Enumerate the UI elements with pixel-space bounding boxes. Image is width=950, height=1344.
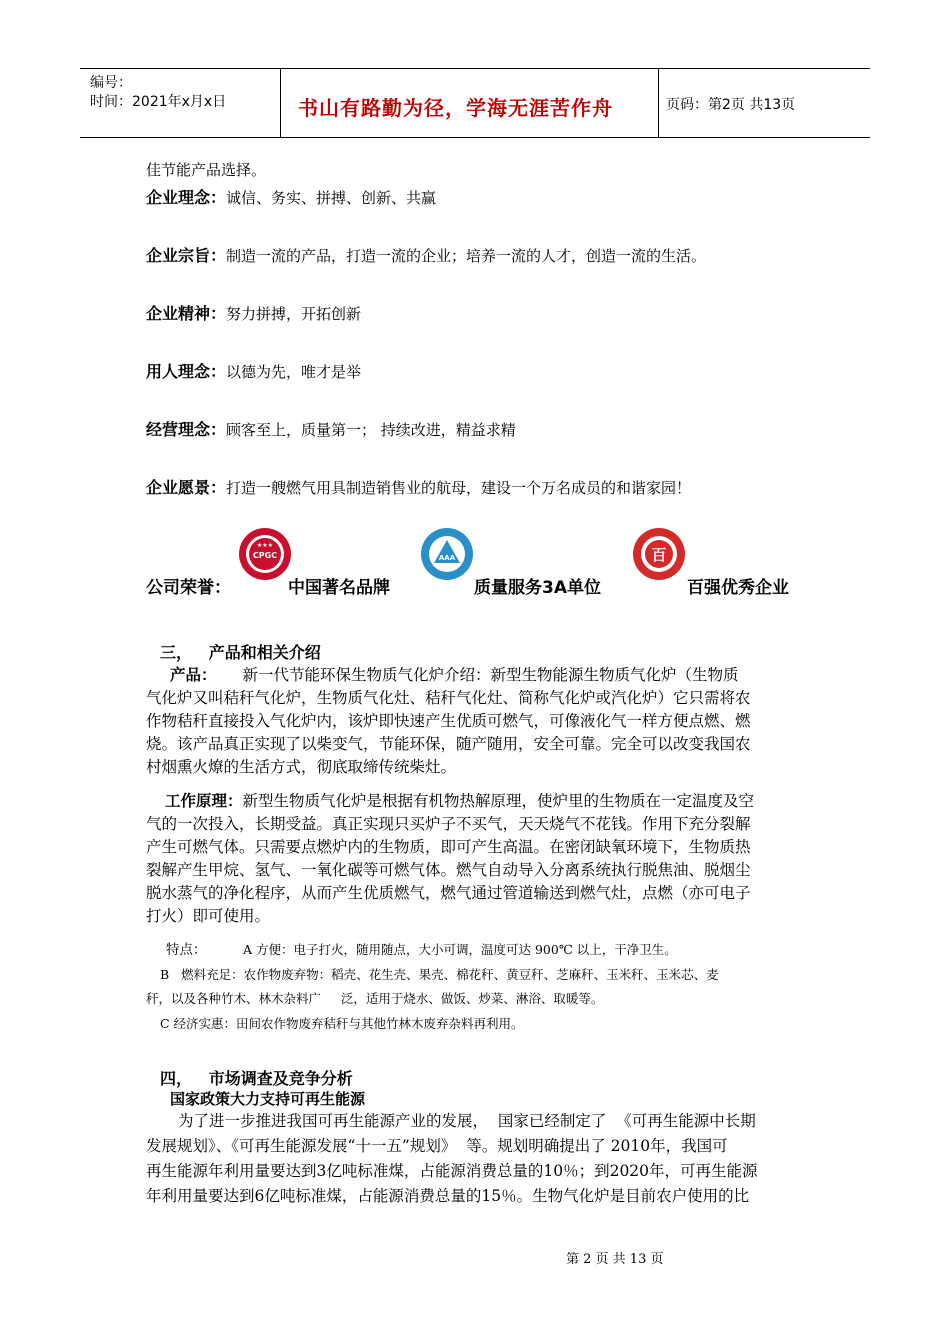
principle-line-6: 打火）即可使用。 — [146, 907, 271, 925]
product-line-2: 气化炉又叫秸秆气化炉，生物质气化灶、秸秆气化灶、简称气化炉或汽化炉）它只需将农 — [146, 689, 751, 707]
value-text: 顾客至上，质量第一； 持续改进，精益求精 — [226, 421, 516, 439]
section4-line-2: 发展规划》、《可再生能源发展“十一五”规划》 等。规划明确提出了 2010年，我国可 — [146, 1137, 728, 1155]
value-row-vision — [146, 475, 691, 498]
product-label: 产品： — [170, 666, 217, 684]
value-label: 企业理念： — [146, 188, 227, 207]
logo-text-cpgc: CPGC — [252, 551, 278, 560]
feature-b-line-2: 秆，以及各种竹木、林木杂料广 泛，适用于烧水、做饭、炒菜、淋浴、取暖等。 — [146, 991, 604, 1006]
value-text: 打造一艘燃气用具制造销售业的航母，建设一个万名成员的和谐家园！ — [226, 479, 692, 497]
value-text: 诚信、务实、拼搏、创新、共赢 — [226, 189, 437, 207]
value-row-philosophy — [146, 185, 436, 208]
section4-line-4: 年利用量要达到6亿吨标准煤，占能源消费总量的15％。生物气化炉是目前农户使用的比 — [146, 1187, 750, 1205]
header-motto: 书山有路勤为径，学海无涯苦作舟 — [298, 96, 613, 120]
principle-label: 工作原理： — [165, 792, 243, 810]
value-label: 企业宗旨： — [146, 246, 227, 265]
value-row-talent — [146, 359, 361, 382]
product-line-3: 作物秸秆直接投入气化炉内，该炉即快速产生优质可燃气，可像液化气一样方便点燃、燃 — [146, 712, 751, 730]
honor-3a-service: 质量服务3A单位 — [474, 578, 601, 598]
value-text: 以德为先，唯才是举 — [226, 363, 362, 381]
honor-top100: 百强优秀企业 — [687, 578, 789, 598]
feature-a: A 方便：电子打火，随用随点，大小可调，温度可达 900℃ 以上，干净卫生。 — [243, 942, 677, 957]
section4-title: 四， 市场调查及竞争分析 — [160, 1069, 353, 1088]
logo-text-top100: 百 — [651, 546, 667, 564]
value-label: 企业愿景： — [146, 478, 227, 497]
svg-text:★★★: ★★★ — [256, 542, 274, 549]
page-footer: 第 2 页 共 13 页 — [566, 1252, 664, 1267]
principle-line-1 — [165, 790, 754, 813]
product-line-5: 村烟熏火燎的生活方式，彻底取缔传统柴灶。 — [146, 758, 457, 776]
feature-c: C 经济实惠：田间农作物废弃秸秆与其他竹林木废弃杂料再利用。 — [160, 1016, 524, 1031]
value-label: 用人理念： — [146, 362, 227, 381]
product-line-4: 烧。该产品真正实现了以柴变气，节能环保，随产随用，安全可靠。完全可以改变我国农 — [146, 735, 751, 753]
features-label: 特点： — [166, 942, 207, 958]
cpgc-brand-logo — [238, 527, 292, 581]
value-text: 制造一流的产品，打造一流的企业；培养一流的人才，创造一流的生活。 — [226, 247, 707, 265]
section3-title: 三， 产品和相关介绍 — [160, 643, 321, 662]
value-row-spirit — [146, 301, 361, 324]
aaa-service-logo — [420, 527, 474, 581]
value-row-business — [146, 417, 516, 440]
section4-line-3: 再生能源年利用量要达到3亿吨标准煤，占能源消费总量的10％；到2020年，可再生能源 — [146, 1162, 758, 1180]
honors-label: 公司荣誉： — [146, 578, 231, 598]
honor-famous-brand: 中国著名品牌 — [288, 578, 390, 598]
section4-subtitle: 国家政策大力支持可再生能源 — [170, 1090, 366, 1108]
value-row-purpose — [146, 243, 706, 266]
intro-tail: 佳节能产品选择。 — [146, 161, 267, 179]
principle-line-2: 气的一次投入，长期受益。真正实现只买炉子不买气，天天烧气不花钱。作用下充分裂解 — [146, 815, 751, 833]
product-line-1 — [170, 664, 739, 687]
feature-b-line-1: B 燃料充足：农作物废弃物：稻壳、花生壳、果壳、棉花秆、黄豆秆、芝麻秆、玉米秆、玉米芯、麦 — [160, 967, 719, 982]
principle-line-5: 脱水蒸气的净化程序，从而产生优质燃气，燃气通过管道输送到燃气灶，点燃（亦可电子 — [146, 884, 751, 902]
top100-enterprise-logo — [632, 527, 686, 581]
principle-line-3: 产生可燃气体。只需要点燃炉内的生物质，即可产生高温。在密闭缺氧环境下，生物质热 — [146, 838, 751, 856]
page-indicator: 页码：第2页 共13页 — [666, 97, 796, 113]
product-text: 新一代节能环保生物质气化炉介绍：新型生物能源生物质气化炉（生物质 — [242, 666, 739, 684]
value-label: 经营理念： — [146, 420, 227, 439]
section4-line-1: 为了进一步推进我国可再生能源产业的发展， 国家已经制定了 《可再生能源中长期 — [178, 1112, 756, 1130]
logo-text-aaa: AAA — [438, 554, 456, 562]
doc-time-label: 时间：2021年x月x日 — [90, 94, 227, 110]
value-text: 努力拼搏，开拓创新 — [226, 305, 362, 323]
principle-line-4: 裂解产生甲烷、氢气、一氧化碳等可燃气体。燃气自动导入分离系统执行脱焦油、脱烟尘 — [146, 861, 751, 879]
doc-number-label: 编号： — [90, 75, 132, 91]
principle-text: 新型生物质气化炉是根据有机物热解原理，使炉里的生物质在一定温度及空 — [242, 792, 755, 810]
value-label: 企业精神： — [146, 304, 227, 323]
